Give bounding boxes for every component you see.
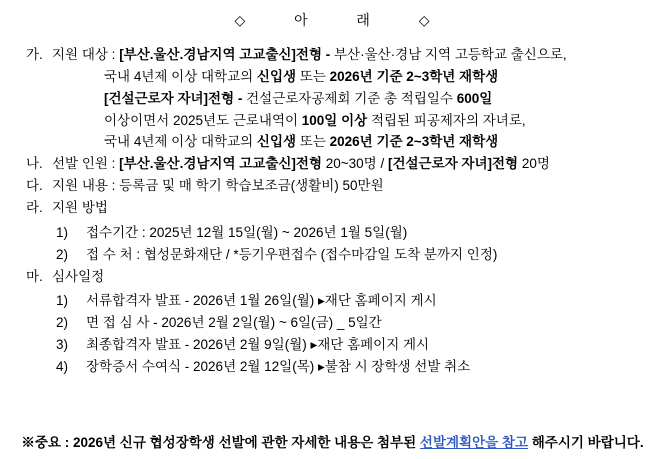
section-ga-content — [52, 44, 655, 66]
section-ra-item-2 — [26, 244, 655, 266]
section-ra-item-2-text: 접 수 처 : 협성문화재단 / *등기우편접수 (접수마감일 도착 분까지 인정) — [86, 246, 498, 262]
section-da — [26, 175, 655, 197]
section-ga-line5-c: 또는 — [296, 134, 330, 150]
section-ma-item-3 — [26, 334, 655, 356]
selection-plan-link[interactable]: 선발계획안을 — [419, 435, 499, 450]
document-page — [0, 10, 665, 459]
section-ra-content: 지원 방법 — [52, 200, 108, 216]
section-na — [26, 153, 655, 175]
section-ra-marker: 라. — [26, 200, 43, 216]
section-ga-line1-rest: 부산·울산·경남 지역 고등학교 출신으로, — [334, 47, 567, 62]
section-ma-item-2 — [26, 312, 655, 334]
section-ga-type1: [부산.울산.경남지역 고교출신]전형 - — [119, 47, 335, 62]
title-char-b: 래 — [356, 12, 371, 28]
section-ga-line4-c: 적립된 피공제자의 자녀로, — [367, 112, 526, 128]
section-ga-line5-a: 국내 4년제 이상 대학교의 — [104, 134, 257, 150]
section-na-count1: 20~30명 / — [322, 156, 388, 172]
section-ga-marker: 가. — [26, 47, 43, 62]
section-ga-line4-b1: 100일 이상 — [301, 112, 368, 128]
section-ga-line5 — [26, 131, 655, 153]
section-ma-item-1-marker: 1) — [56, 293, 69, 309]
footer-note-mid: 참고 — [498, 435, 529, 450]
footer-note — [0, 431, 665, 451]
diamond-right-icon: ◇ — [418, 12, 431, 28]
section-ma-content: 심사일정 — [52, 268, 105, 284]
section-ga-line2-c: 또는 — [296, 68, 330, 84]
section-ma-item-2-marker: 2) — [56, 315, 69, 331]
section-ra-item-2-marker: 2) — [56, 246, 69, 262]
section-ga-label: 지원 대상 : — [52, 47, 116, 62]
title-char-a: 아 — [294, 12, 309, 28]
section-ra-item-1-marker: 1) — [56, 224, 69, 240]
section-ma-item-4-marker: 4) — [56, 359, 69, 375]
section-ma-item-4-text: 장학증서 수여식 - 2026년 2월 12일(목) ▸불참 시 장학생 선발 취소 — [86, 359, 471, 375]
page-title — [0, 10, 665, 30]
section-ma-item-3-marker: 3) — [56, 337, 69, 353]
section-ga-line2-b1: 신입생 — [256, 68, 297, 84]
section-ra-item-1-text: 접수기간 : 2025년 12월 15일(월) ~ 2026년 1월 5일(월) — [86, 224, 408, 240]
section-ga-line3 — [26, 88, 655, 110]
section-ma-item-4 — [26, 356, 655, 378]
section-ga-line2 — [26, 66, 655, 88]
section-da-marker: 다. — [26, 178, 43, 194]
section-ma-item-2-text: 면 접 심 사 - 2026년 2월 2일(월) ~ 6일(금) _ 5일간 — [86, 315, 382, 331]
footer-note-post: 해주시기 바랍니다. — [528, 435, 644, 450]
diamond-left-icon: ◇ — [234, 12, 247, 28]
section-ga-line2-a: 국내 4년제 이상 대학교의 — [104, 68, 257, 84]
section-ma-marker: 마. — [26, 268, 43, 284]
section-ga-line3-b2: 600일 — [456, 90, 493, 106]
section-ga-line3-rest: 건설근로자공제회 기준 총 적립일수 — [246, 90, 457, 106]
section-ma-item-3-text: 최종합격자 발표 - 2026년 2월 9일(월) ▸재단 홈페이지 게시 — [86, 337, 430, 353]
document-body — [0, 44, 665, 378]
section-na-type1: [부산.울산.경남지역 고교출신]전형 — [119, 156, 322, 172]
section-na-count2: 20명 — [518, 156, 550, 172]
section-ga-line2-b2: 2026년 기준 2~3학년 재학생 — [329, 68, 499, 84]
section-ga-line4-a: 이상이면서 2025년도 근로내역이 — [104, 112, 302, 128]
section-ma — [26, 266, 655, 288]
section-ga — [26, 44, 655, 66]
section-ra — [26, 197, 655, 219]
section-ga-line5-b1: 신입생 — [256, 134, 297, 150]
section-ra-item-1 — [26, 222, 655, 244]
section-da-content: 지원 내용 : 등록금 및 매 학기 학습보조금(생활비) 50만원 — [52, 178, 384, 194]
footer-note-pre: ※중요 : 2026년 신규 협성장학생 선발에 관한 자세한 내용은 첨부된 — [21, 435, 420, 450]
section-ga-line5-b2: 2026년 기준 2~3학년 재학생 — [329, 134, 499, 150]
section-ma-item-1-text: 서류합격자 발표 - 2026년 1월 26일(월) ▸재단 홈페이지 게시 — [86, 293, 437, 309]
section-na-content — [52, 153, 655, 175]
section-na-label: 선발 인원 : — [52, 156, 120, 172]
section-ga-type2: [건설근로자 자녀]전형 - — [104, 90, 247, 106]
section-na-type2: [건설근로자 자녀]전형 — [387, 156, 519, 172]
section-na-marker: 나. — [26, 156, 43, 172]
section-ga-line4 — [26, 110, 655, 132]
section-ma-item-1 — [26, 290, 655, 312]
